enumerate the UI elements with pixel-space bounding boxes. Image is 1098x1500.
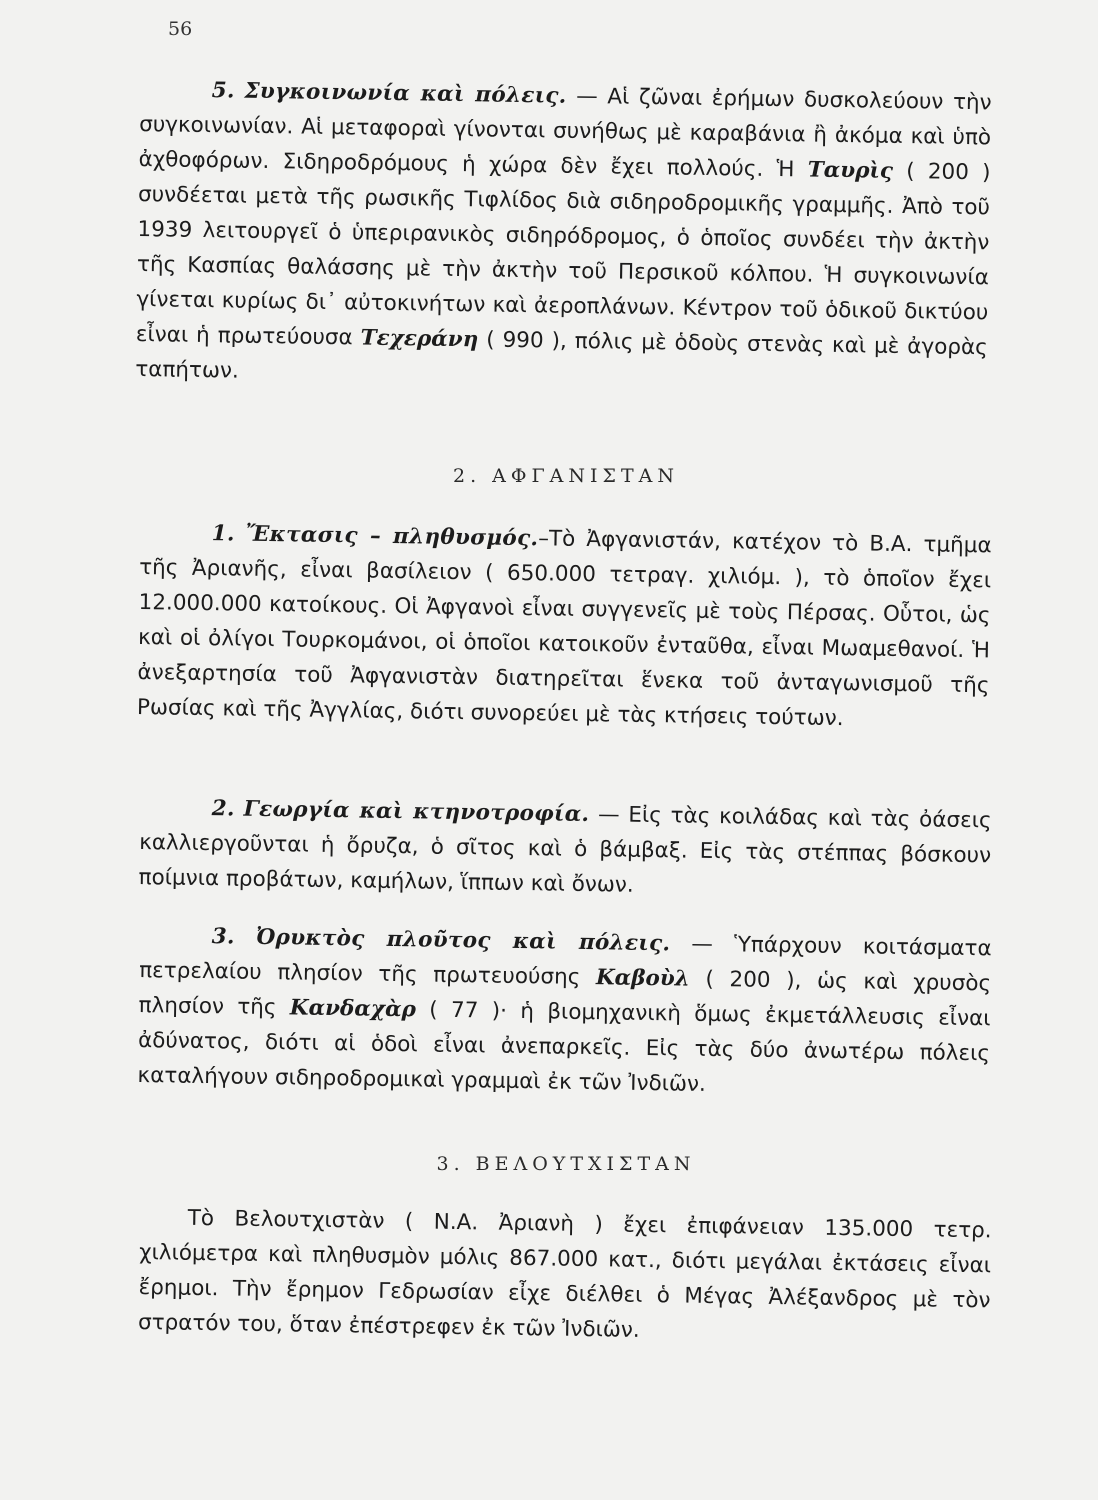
paragraph-mineral-wealth <box>137 918 992 1106</box>
section-title-afghanistan: 2. ΑΦΓΑΝΙΣΤΑΝ <box>453 465 679 487</box>
paragraph-heading: Γεωργία καὶ κτηνοτροφία. <box>243 796 590 828</box>
paragraph-number: 1. <box>211 521 235 547</box>
place-name-tabriz: Ταυρὶς <box>807 157 894 184</box>
paragraph-text: ( 77 )· ἡ βιομηχανικὴ ὅμως ἐκμετάλλευσις εἶναι ἀδύνατος, διότι αἱ ὁδοὶ εἶναι ἀνεπαρκεῖς. Εἰς τὰς δύο ἀνωτέρω πόλεις καταλήγουν σιδηροδρομικαὶ γραμμαὶ ἐκ τῶν Ἰνδιῶν. <box>137 997 991 1097</box>
paragraph-text: — Εἰς τὰς κοιλάδας καὶ τὰς ὀάσεις καλλιεργοῦνται ἡ ὄρυζα, ὁ σῖτος καὶ ὁ βάμβαξ. Εἰς τὰς στέππας βόσκουν ποίμνια προβάτων, καμήλων, ἵππων καὶ ὄνων. <box>138 802 992 898</box>
paragraph-text: –Τὸ Ἀφγανιστάν, κατέχον τὸ Β.Α. τμῆμα τῆς Ἀριανῆς, εἶναι βασίλειον ( 650.000 τετραγ. χιλιόμ. ), τὸ ὁποῖον ἔχει 12.000.000 κατοίκους. Οἱ Ἀφγανοὶ εἶναι συγγενεῖς μὲ τοὺς Πέρσας. Οὗτοι, ὡς καὶ οἱ ὀλίγοι Τουρκομάνοι, οἱ ὁποῖοι κατοικοῦν ἐνταῦθα, εἶναι Μωαμεθανοί. Ἡ ἀνεξαρτησία τοῦ Ἀφγανιστὰν διατηρεῖται ἕνεκα τοῦ ἀνταγωνισμοῦ τῆς Ρωσίας καὶ τῆς Ἀγγλίας, διότι συνορεύει μὲ τὰς κτήσεις τούτων. <box>136 526 992 732</box>
paragraph-communication <box>135 72 992 400</box>
place-name-kabul: Καβοὺλ <box>595 965 690 992</box>
paragraph-number: 3. <box>211 924 235 950</box>
section-title-baluchistan: 3. ΒΕΛΟΥΤΧΙΣΤΑΝ <box>436 1153 696 1175</box>
place-name-kandahar: Κανδαχὰρ <box>289 995 417 1023</box>
paragraph-baluchistan <box>138 1200 992 1353</box>
paragraph-text: Τὸ Βελουτχιστὰν ( Ν.Α. Ἀριανὴ ) ἔχει ἐπιφάνειαν 135.000 τετρ. χιλιόμετρα καὶ πληθυσμὸν μόλις 867.000 κατ., διότι μεγάλαι ἐκτάσεις εἶναι ἔρημοι. Τὴν ἔρημον Γεδρωσίαν εἶχε διέλθει ὁ Μέγας Ἀλέξανδρος μὲ τὸν στρατόν του, ὅταν ἐπέστρεφεν ἐκ τῶν Ἰνδιῶν. <box>137 1205 992 1343</box>
paragraph-text: ( 200 ), ὡς καὶ χρυσὸς πλησίον τῆς <box>138 966 992 1021</box>
paragraph-number: 5. <box>211 78 235 104</box>
paragraph-heading: Συγκοινωνία καὶ πόλεις. <box>244 78 567 109</box>
paragraph-area-population <box>137 515 992 738</box>
paragraph-text: ( 200 ) συνδέεται μετὰ τῆς ρωσικῆς Τιφλίδος διὰ σιδηροδρομικῆς γραμμῆς. Ἀπὸ τοῦ 1939 λειτουργεῖ ὁ ὑπεριρανικὸς σιδηρόδρομος, ὁ ὁποῖος συνδέει τὴν ἀκτὴν τῆς Κασπίας θαλάσσης μὲ τὴν ἀκτὴν τοῦ Περσικοῦ κόλπου. Ἡ συγκοινωνία γίνεται κυρίως δι᾽ αὐτοκινήτων καὶ ἀεροπλάνων. Κέντρον τοῦ ὁδικοῦ δικτύου εἶναι ἡ πρωτεύουσα <box>135 158 991 351</box>
page-number: 56 <box>168 18 193 40</box>
paragraph-heading: Ἔκτασις – πληθυσμός. <box>245 521 539 552</box>
paragraph-heading: Ὀρυκτὸς πλοῦτος καὶ πόλεις. <box>255 924 671 957</box>
paragraph-text: — Ὑπάρχουν κοιτάσματα πετρελαίου πλησίον τῆς πρωτευούσης <box>138 931 992 991</box>
paragraph-agriculture <box>138 790 992 908</box>
paragraph-text: ( 990 ), πόλις μὲ ὁδοὺς στενὰς καὶ μὲ ἀγορὰς ταπήτων. <box>135 327 988 384</box>
place-name-tehran: Τεχεράνη <box>360 325 479 353</box>
paragraph-number: 2. <box>211 796 235 822</box>
paragraph-text: — Αἱ ζῶναι ἐρήμων δυσκολεύουν τὴν συγκοινωνίαν. Αἱ μεταφοραὶ γίνονται συνήθως μὲ καραβάνια ἢ ἀκόμα καὶ ὑπὸ ἀχθοφόρων. Σιδηροδρόμους ἡ χώρα δὲν ἔχει πολλούς. Ἡ <box>138 83 992 183</box>
